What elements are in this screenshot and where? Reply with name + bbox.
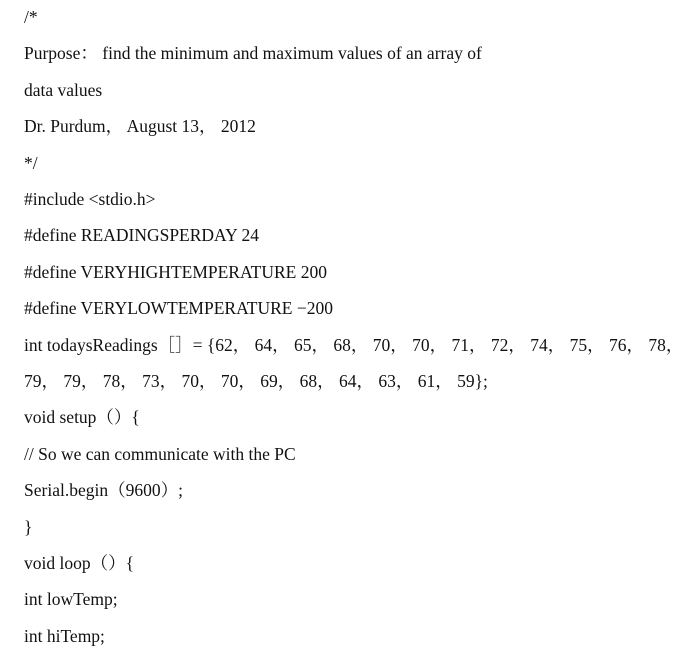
array-declaration-line: int todaysReadings［］= {62， 64， 65， 68， 70， 70， 71， 72， 74， 75， 76， 78， [24,335,683,355]
purpose-comment-line: Purpose： find the minimum and maximum values of an array of [24,43,482,63]
lowtemp-declaration-line: int lowTemp; [24,589,118,609]
serial-begin-line: Serial.begin（9600）; [24,480,183,500]
define-readingsperday-line: #define READINGSPERDAY 24 [24,225,259,245]
author-date-line: Dr. Purdum， August 13， 2012 [24,116,256,136]
hitemp-declaration-line: int hiTemp; [24,626,105,646]
define-verylowtemperature-line: #define VERYLOWTEMPERATURE −200 [24,298,333,318]
array-continuation-line: 79， 79， 78， 73， 70， 70， 69， 68， 64， 63， 61， 59}; [24,371,488,391]
define-veryhightemperature-line: #define VERYHIGHTEMPERATURE 200 [24,262,327,282]
purpose-continuation-line: data values [24,80,103,100]
loop-function-line: void loop（）{ [24,553,134,573]
serial-comment-line: // So we can communicate with the PC [24,444,296,464]
comment-close-line: */ [24,153,38,173]
setup-function-line: void setup（）{ [24,407,140,427]
comment-open-line: /* [24,7,38,27]
setup-close-brace-line: } [24,517,33,537]
include-directive-line: #include <stdio.h> [24,189,156,209]
